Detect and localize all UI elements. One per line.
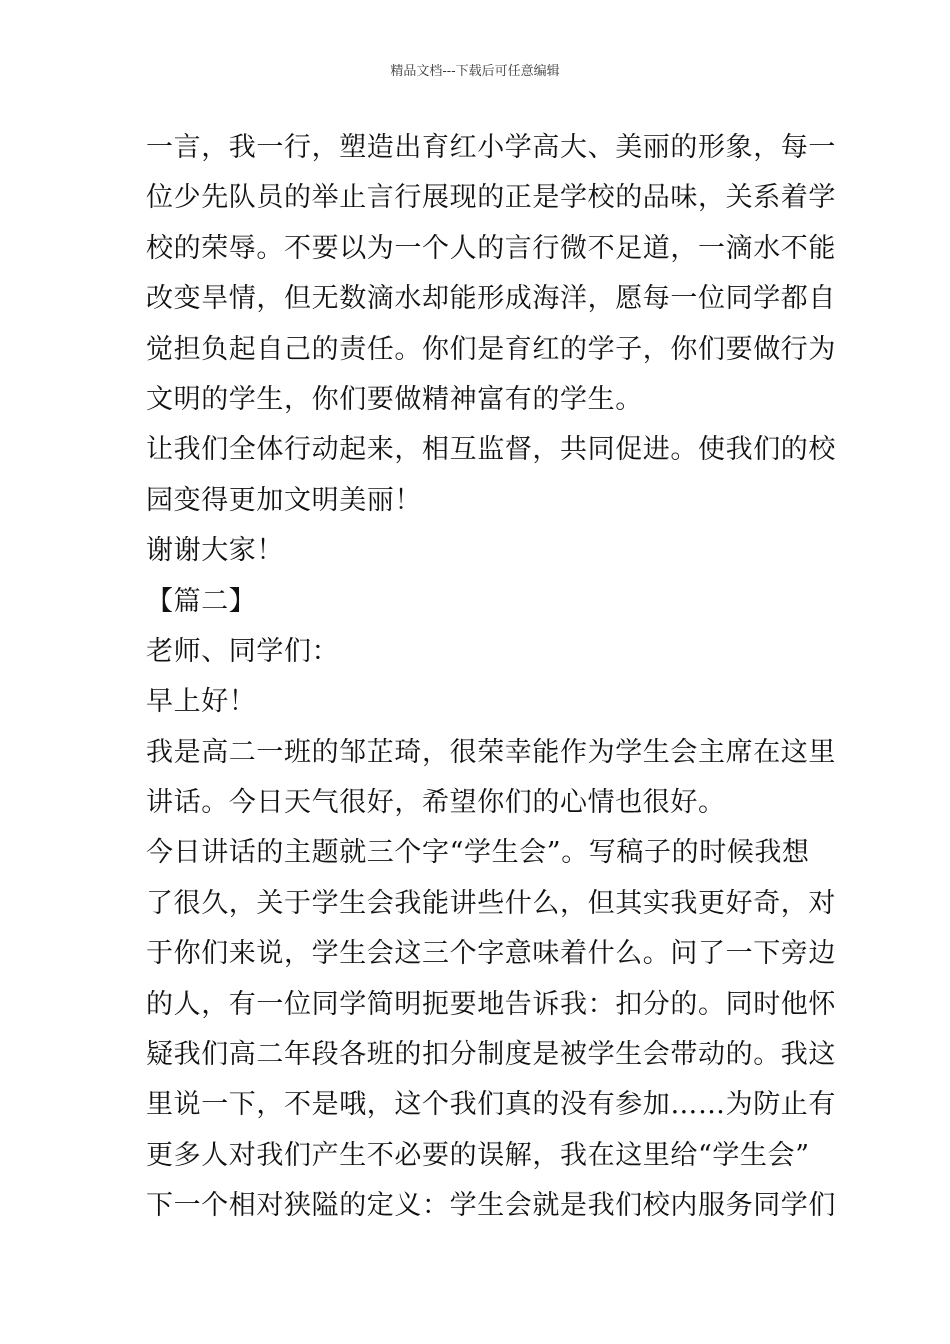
page-header: 精品文档---下载后可任意编辑 (390, 64, 560, 79)
paragraph-line: 一言，我一行，塑造出育红小学高大、美丽的形象，每一 (146, 132, 836, 163)
paragraph-line: 更多人对我们产生不必要的误解，我在这里给“学生会” (146, 1139, 810, 1171)
paragraph-line: 今日讲话的主题就三个字“学生会”。写稿子的时候我想 (146, 837, 810, 869)
paragraph-line: 我是高二一班的邹芷琦，很荣幸能作为学生会主席在这里 (146, 736, 836, 768)
paragraph-line: 文明的学生，你们要做精神富有的学生。 (146, 383, 643, 415)
paragraph-line: 讲话。今日天气很好，希望你们的心情也很好。 (146, 787, 726, 819)
document-body (146, 123, 836, 1232)
paragraph-line: 的人，有一位同学简明扼要地告诉我：扣分的。同时他怀 (146, 988, 836, 1020)
paragraph-line: 园变得更加文明美丽！ (146, 484, 422, 516)
paragraph-line: 下一个相对狭隘的定义：学生会就是我们校内服务同学们 (146, 1190, 836, 1222)
paragraph-line: 里说一下，不是哦，这个我们真的没有参加……为防止有 (146, 1089, 836, 1121)
paragraph-line: 疑我们高二年段各班的扣分制度是被学生会带动的。我这 (146, 1039, 836, 1071)
section-heading: 【篇二】 (146, 585, 257, 617)
paragraph-line: 觉担负起自己的责任。你们是育红的学子，你们要做行为 (146, 333, 836, 365)
paragraph-line: 位少先队员的举止言行展现的正是学校的品味，关系着学 (146, 182, 836, 214)
paragraph-line: 谢谢大家！ (146, 535, 284, 567)
greeting-line: 早上好！ (146, 686, 257, 718)
paragraph-line: 校的荣辱。不要以为一个人的言行微不足道，一滴水不能 (146, 232, 836, 264)
paragraph-line: 于你们来说，学生会这三个字意味着什么。问了一下旁边 (146, 938, 836, 970)
paragraph-line: 了很久，关于学生会我能讲些什么，但其实我更好奇，对 (146, 887, 836, 919)
paragraph-line: 改变旱情，但无数滴水却能形成海洋，愿每一位同学都自 (146, 283, 836, 315)
salutation-line: 老师、同学们： (146, 635, 340, 667)
paragraph-line: 让我们全体行动起来，相互监督，共同促进。使我们的校 (146, 434, 836, 466)
